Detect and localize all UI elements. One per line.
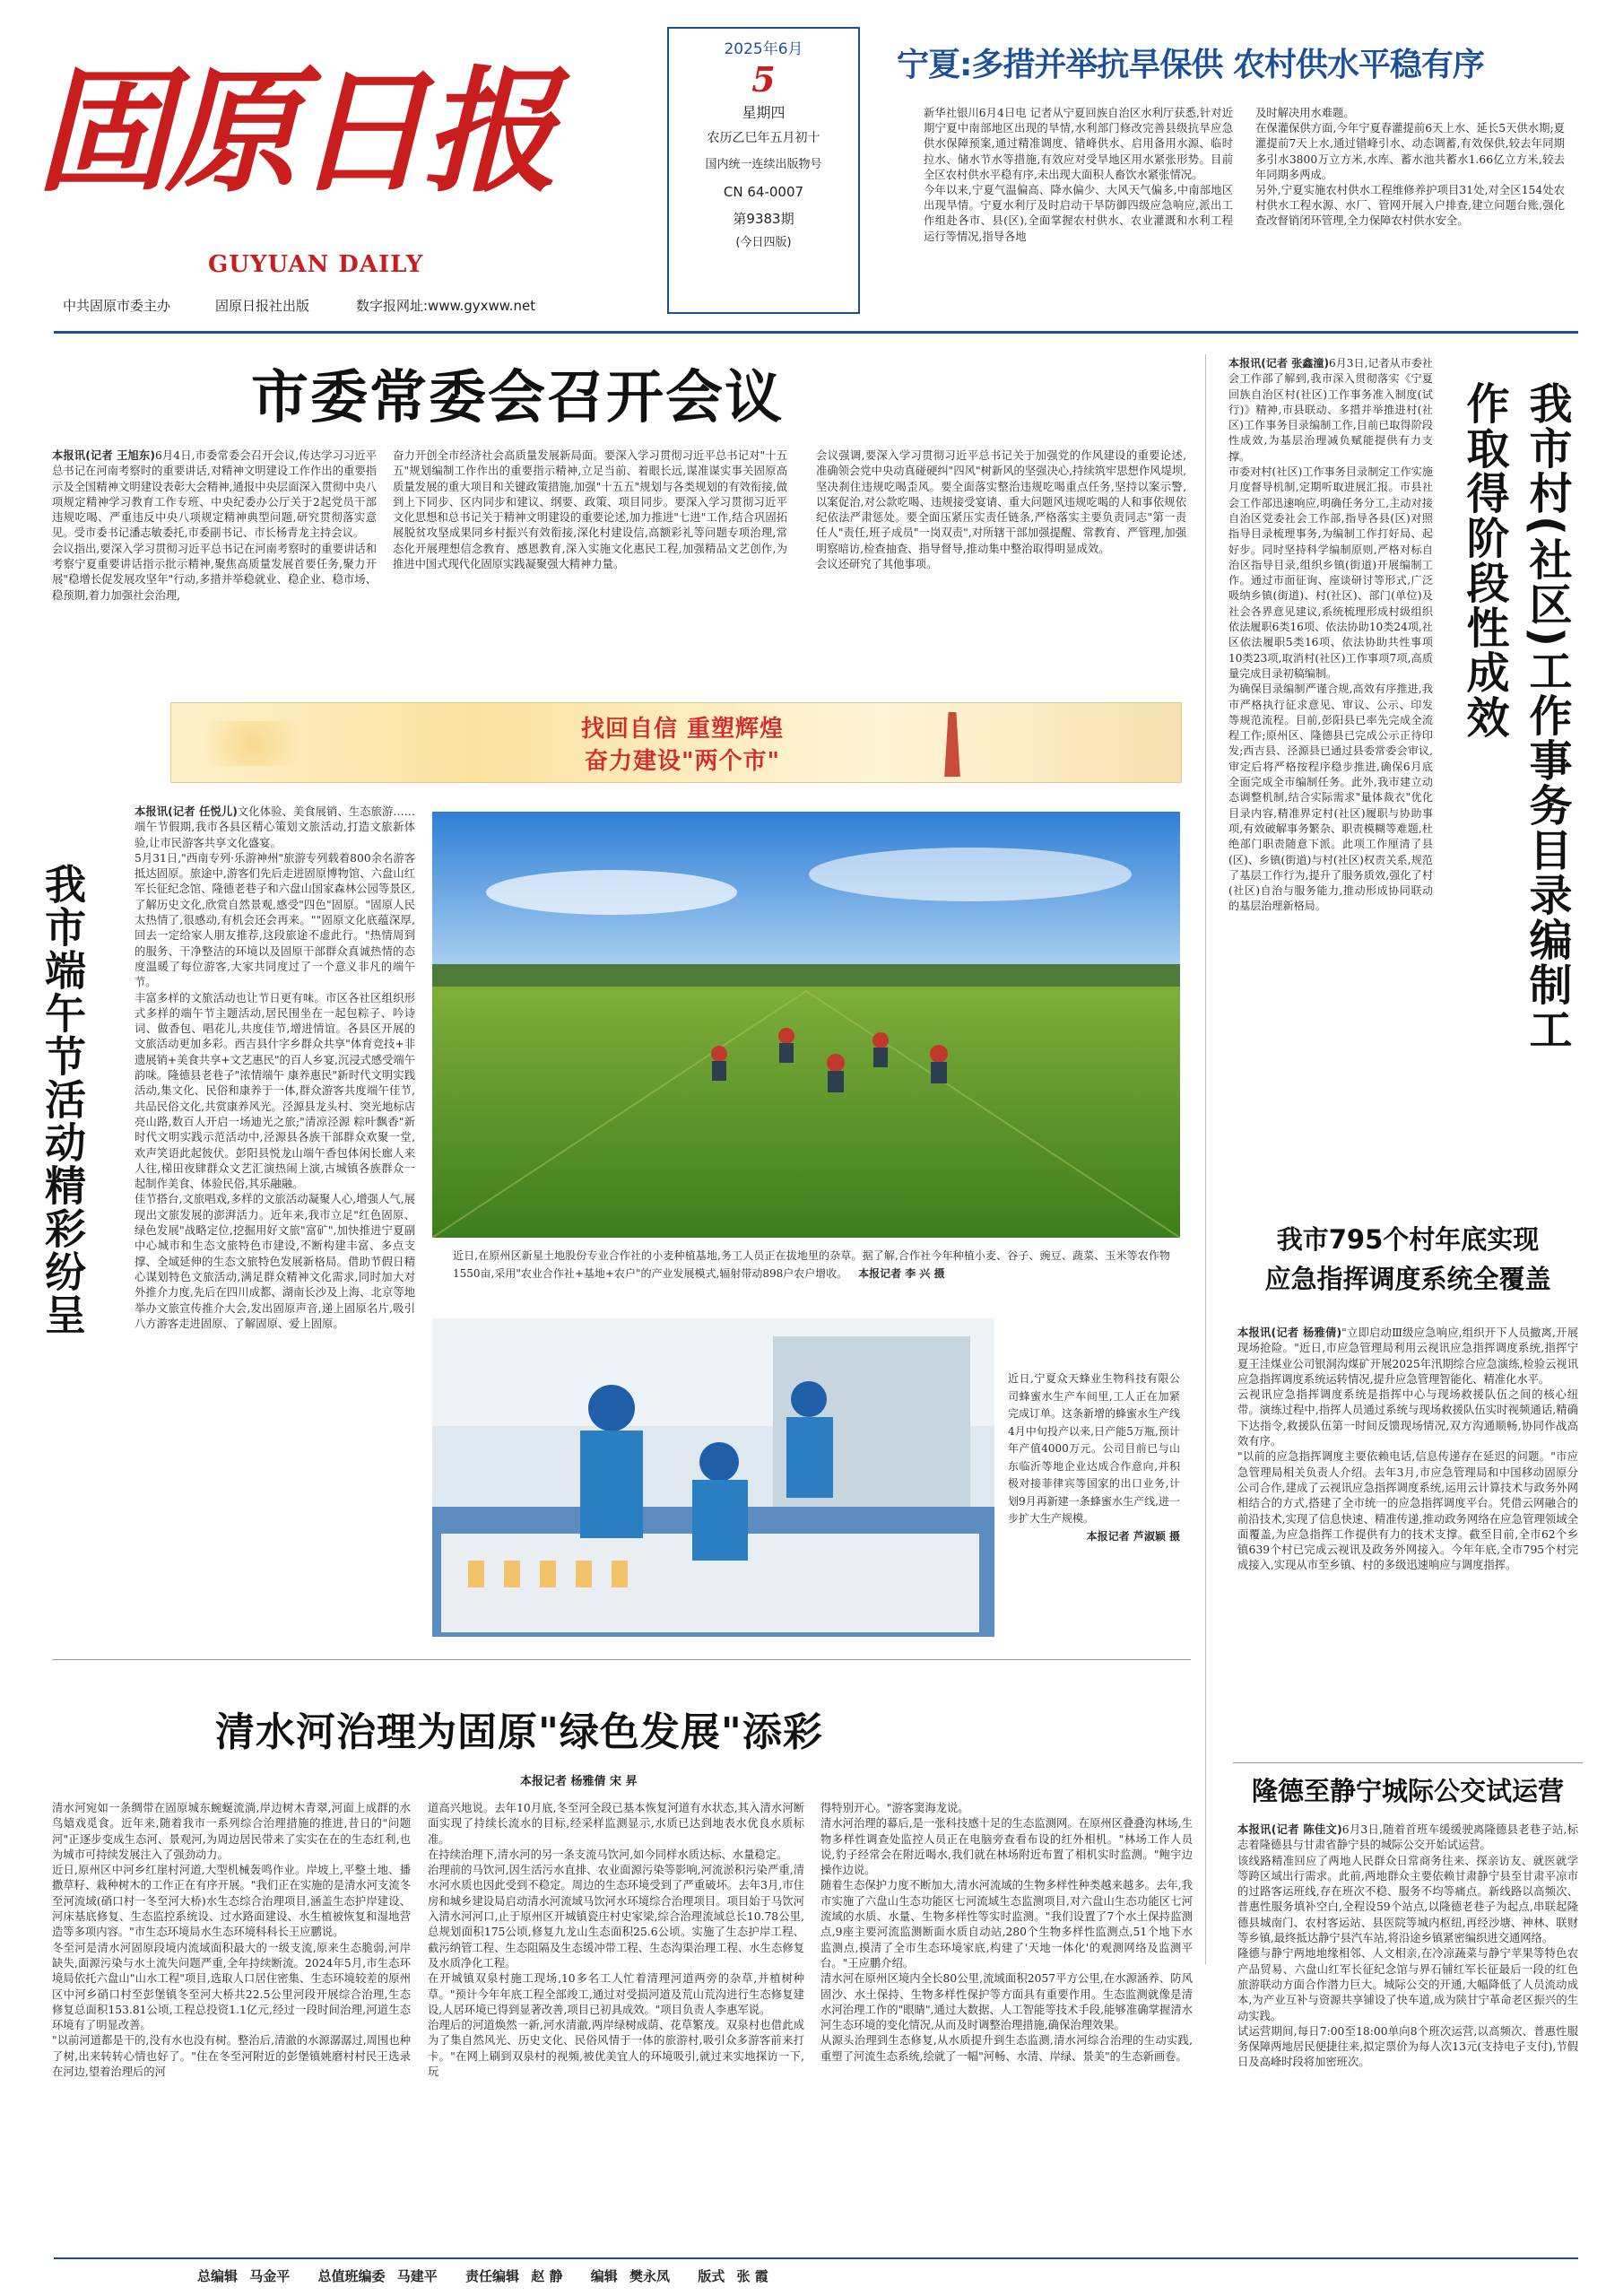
right-story2-title-line1: 我市795个村年底实现 [1276, 1224, 1540, 1255]
footer-responsible: 赵 静 [531, 2268, 563, 2284]
left-story-text [135, 804, 415, 1957]
issue-number: 第9383期 [733, 211, 794, 227]
weekday: 星期四 [742, 104, 786, 121]
page-count: (今日四版) [735, 236, 792, 249]
honey-photo-caption [1008, 1370, 1180, 1639]
wheat-field-photo [432, 812, 1180, 1238]
banner-line1: 找回自信 重塑辉煌 [580, 716, 785, 743]
honey-factory-illustration [432, 1318, 994, 1637]
lead-col3: 会议强调,要深入学习贯彻习近平总书记关于加强党的作风建设的重要论述,准确领会党中央动真碰硬纠"四风"树新风的坚强决心,持续筑牢思想作风堤坝,坚决刹住违规吃喝歪风。要全面落实整治违规吃喝重点任务,坚持以案示警,以案促治,对公款吃喝、违规接受宴请、重大问题风违规吃喝的人和事依规依纪依法严肃惩处。要全面压紧压实责任链条,严格落实主要负责同志"第一责任人"责任,班子成员"一岗双责",对所辖干部加强提醒、常教育、严管理,加强明察暗访,检查抽查、指导督导,推动集中整治取得明显成效。 会议还研究了其他事项。 [816, 449, 1186, 571]
right-story2-byline: 本报讯(记者 杨雅倩) [1237, 1326, 1342, 1339]
banner-deco-left [186, 721, 320, 766]
footer-label-duty: 总值班编委 [317, 2268, 386, 2284]
right-story1-title[interactable]: 我市村(社区)工作事务目录编制工作取得阶段性成效 [1459, 381, 1572, 1052]
date-box [667, 27, 860, 314]
right-story1-byline: 本报讯(记者 张鑫潼) [1228, 357, 1330, 370]
top-story-col2: 及时解决用水难题。 在保灌保供方面,今年宁夏春灌提前6天上水、延长5天供水期;夏灌提前7天上水,通过错峰引水、动态调蓄,有效保供,较去年同期多引水3800万立方米,水库、蓄水池共蓄水1.66亿立方米,较去年同期多两成。 另外,宁夏实施农村供水工程维修养护项目31处,对全区154处农村供水工程水源、水厂、管网开展入户排查,建立问题台账,强化查改督销闭环管理,全力保障农村供水安全。 [1255, 107, 1565, 228]
wheat-field-illustration [432, 812, 1180, 1238]
left-story-body: 文化体验、美食展销、生态旅游……端午节假期,我市各县区精心策划文旅活动,打造文旅新体验,让市民游客共享文化盛宴。 5月31日,"西南专列·乐游神州"旅游专列载着800余名游客抵达固原。旅途中,游客们先后走进固原博物馆、六盘山红军长征纪念馆、隆德老巷子和六盘山国家森林公园等景区,了解历史文化,欣赏自然景观,感受"四色"固原。"固原人民太热情了,很感动,有机会还会再来。""固原文化底蕴深厚,回去一定给家人朋友推荐,这段旅途不虚此行。"热情周到的服务、干净整洁的环境以及固原干部群众真诚热情的态度温暖了每位游客,大家共同度过了一个意义非凡的端午节。 丰富多样的文旅活动也让节日更有味。市区各社区组织形式多样的端午节主题活动,居民围坐在一起包粽子、吟诗词、做香包、唱花儿,共度佳节,增进情谊。各县区开展的文旅活动更加多彩。西吉县什字乡群众共享"体育竞技+非遗展销+美食共享+文艺惠民"的百人乡宴,沉浸式感受端午韵味。隆德县老巷子"浓情端午 康养惠民"新时代文明实践活动,集文化、民俗和康养于一体,群众游客共度端午佳节,共品民俗文化,共赏康养风光。泾源县龙头村、突光地标店亮山路,数百人开启一场迪光之旅;"清凉泾源 粽叶飘香"新时代文明实践示范活动中,泾源县各族干部群众欢聚一堂,欢声笑语此起彼伏。彭阳县悦龙山端午香包体闲长廊人来人往,梯田夜肆群众文艺汇演热闹上演,古城镇各族群众一起制作美食、体验民俗,其乐融融。 佳节搭台,文旅唱戏,多样的文旅活动凝聚人心,增强人气,展现出文旅发展的澎湃活力。近年来,我市立足"红色固原、绿色发展"战略定位,挖掘用好文旅"富矿",加快推进宁夏副中心城市和生态文旅特色市建设,不断构建丰富、多点支撑、全域延伸的生态文旅特色发展新格局。借助节假日精心谋划特色文旅活动,满足群众精神文化需求,同时加大对外推介力度,先后在四川成都、湖南长沙及上海、北京等地举办文旅宣传推介大会,发出固原声音,递上固原名片,吸引八方游客走进固原、了解固原、爱上固原。 [135, 805, 415, 1330]
footer-editor: 樊永凤 [629, 2268, 670, 2284]
lead-col1-text: 6月4日,市委常委会召开会议,传达学习习近平总书记在河南考察时的重要讲话,对精神文明建设工作作出的重要指示及全国精神文明建设表彰大会精神,通报中央层面深入贯彻中央八项规定精神学习教育工作专班、中央纪委办公厅关于2起党员干部违规吃喝、严重违反中央八项规定精神典型问题,研究贯彻落实意见。受市委书记潘志敏委托,市委副书记、市长杨青龙主持会议。 会议指出,要深入学习贯彻习近平总书记在河南考察时的重要讲话和考察宁夏重要讲话指示批示精神,聚焦高质量发展首要任务,聚力开展"稳增长促发展攻坚年"行动,多措并举稳就业、稳企业、稳市场、稳预期,着力加强社会治理, [52, 449, 377, 602]
english-name: GUYUAN DAILY [208, 251, 424, 278]
newspaper-logo: 固原日报 [36, 53, 553, 211]
right-divider [1233, 1762, 1583, 1763]
wheat-photo-caption [453, 1247, 1170, 1300]
website[interactable]: 数字报网址:www.gyxww.net [356, 298, 536, 314]
footer-label-responsible: 责任编辑 [465, 2268, 520, 2284]
publisher: 固原日报社出版 [215, 298, 310, 314]
footer-rule [54, 2257, 1578, 2259]
footer-label-chief: 总编辑 [197, 2268, 239, 2284]
footer-duty: 马建平 [396, 2268, 438, 2284]
top-story-col1: 新华社银川6月4日电 记者从宁夏回族自治区水利厅获悉,针对近期宁夏中南部地区出现的旱情,水利部门修改完善县级抗旱应急供水保障预案,通过精准调度、错峰供水、启用备用水源、临时拉水、储水节水等措施,有效应对受旱地区用水紧张形势。目前全区农村供水平稳有序,未出现大面积人畜饮水紧张情况。 今年以来,宁夏气温偏高、降水偏少、大风天气偏多,中南部地区出现旱情。宁夏水利厅及时启动干旱防御四级应急响应,派出工作组赴各市、县(区),全面掌握农村供水、农业灌溉和水利工程运行等情况,指导各地 [924, 107, 1233, 243]
slogan-banner [170, 702, 1182, 783]
wheat-photo-credit: 本报记者 李 兴 摄 [858, 1267, 945, 1280]
masthead [0, 0, 1606, 332]
right-story1-body: 6月3日,记者从市委社会工作部了解到,我市深入贯彻落实《宁夏回族自治区村(社区)工作事务准入制度(试行)》精神,市县联动、多措并举推进村(社区)工作事务目录编制工作,目前已取得阶段性成效,为基层治理减负赋能提供有力支撑。 市委对村(社区)工作事务目录制定工作实施月度督导机制,定期听取进展汇报。市县社会工作部迅速响应,明确任务分工,主动对接自治区党委社会工作部,指导各县(区)对照指导目录梳理事务,为编制工作打好局、起好步。同时坚持科学编制原则,严格对标自治区指导目录,组织乡镇(街道)开展编制工作。通过市面征询、座谈研讨等形式,广泛吸纳乡镇(街道)、村(社区)、部门(单位)及社会各界意见建议,系统梳理形成村级组织依法履职6类16项、依法协助10类24项,社区依法履职5类16项、依法协助共性事项10类23项,取消村(社区)工作事项7项,高质量完成目录初稿编制。 为确保目录编制严谨合规,高效有序推进,我市严格执行征求意见、审议、公示、印发等规范流程。目前,彭阳县已率先完成全流程工作;原州区、隆德县已完成公示正待印发;西吉县、泾源县已通过县委常委会审议,审定后将严格按程序稳步推进,确保6月底全面完成全市编制任务。此外,我市建立动态调整机制,结合实际需求"量体裁衣"优化目录内容,精准界定村(社区)履职与协助事项,有效破解事务繁杂、职责模糊等难题,杜绝部门职责随意下派。此项工作厘清了县(区)、乡镇(街道)与村(社区)权责关系,规范了基层工作行为,提升了服务质效,强化了村(社区)自治与服务能力,推动形成协同联动的基层治理新格局。 [1228, 357, 1433, 913]
left-story-title[interactable]: 我市端午节活动精彩纷呈 [39, 863, 87, 1336]
lead-col1 [52, 448, 377, 677]
lead-byline: 本报讯(记者 王旭东) [52, 449, 155, 462]
lead-title[interactable]: 市委常委会召开会议 [251, 365, 784, 431]
right-story2-title-line2: 应急指挥调度系统全覆盖 [1264, 1264, 1551, 1294]
right-story3-byline: 本报讯(记者 陈佳文) [1237, 1823, 1342, 1836]
footer-label-layout: 版式 [698, 2268, 725, 2284]
footer-credits [197, 2266, 1273, 2285]
bottom-story-divider [52, 1659, 1191, 1660]
right-story3-text [1237, 1822, 1578, 2251]
bottom-story-title[interactable]: 清水河治理为固原"绿色发展"添彩 [215, 1709, 823, 1755]
banner-line2: 奋力建设"两个市" [584, 748, 781, 775]
cn-number: CN 64-0007 [723, 184, 804, 200]
date-year-month: 2025年6月 [724, 40, 803, 58]
right-story3-title[interactable]: 隆德至静宁城际公交试运营 [1251, 1776, 1564, 1806]
bottom-story-byline: 本报记者 杨雅倩 宋 昇 [520, 1775, 638, 1788]
banner-tower-icon [942, 712, 962, 777]
bottom-story-col1: 清水河宛如一条绸带在固原城东蜿蜒流淌,岸边树木青翠,河面上成群的水鸟嬉戏觅食。近年来,随着我市一系列综合治理措施的推进,昔日的"问题河"正逐步变成生态河、景观河,为周边居民带来了实实在在的生态红利,也为城市可持续发展注入了强劲动力。 近日,原州区中河乡红崖村河道,大型机械轰鸣作业。岸坡上,平整土地、播撒草籽、栽种树木的工作正在有序开展。"我们正在实施的是清水河支流冬至河流域(硝口村一冬至河大桥)水生态综合治理项目,涵盖生态护岸建设、河床基底修复、生态监控系统设、过水路面建设、水生植被恢复和湿地营造等多项内容。"市生态环境局水生态环境科科长王应鹏说。 冬至河是清水河固原段境内流域面积最大的一级支流,原来生态脆弱,河岸缺失,面源污染与水土流失问题严重,全年持续断流。2024年5月,市生态环境局依托六盘山"山水工程"项目,选取人口居住密集、生态环境较差的原州区中河乡硝口村至彭堡镇冬至河大桥共22.5公里河段开展综合治理,生态修复总面积153.81公顷,工程总投资1.1亿元,经过一段时间治理,河道生态环境有了明显改善。 "以前河道都是干的,没有水也没有树。整治后,清澈的水源潺潺过,周围也种了树,出来转转心情也好了。"住在冬至河附近的彭堡镇姚磨村村民王选录在河边,望着治理后的河 [52, 1802, 411, 2079]
right-story2-title[interactable] [1233, 1220, 1583, 1299]
right-story2-body: "立即启动Ⅲ级应急响应,组织开下人员撤离,开展现场抢险。"近日,市应急管理局利用云视讯应急指挥调度系统,指挥宁夏王洼煤业公司银洞沟煤矿开展2025年汛期综合应急演练,检验云视讯应急指挥调度系统运转情况,提升应急管理智能化、精准化水平。 云视讯应急指挥调度系统是指挥中心与现场救援队伍之间的核心纽带。演练过程中,指挥人员通过系统与现场救援队伍实时视频通话,精确下达指令,救援队伍第一时间反馈现场情况,双方沟通顺畅,协同作战高效有序。 "以前的应急指挥调度主要依赖电话,信息传递存在延迟的问题。"市应急管理局相关负责人介绍。去年3月,市应急管理局和中国移动固原分公司合作,建成了云视讯应急指挥调度系统,运用云计算技术与政务外网相结合的方式,搭建了全市统一的应急指挥调度平台。凭借云网融合的前沿技术,实现了信息快速、精准传递,推动政务网络在应急管理领域全面覆盖,为应急指挥工作提供有力的技术支撑。截至目前,全市62个乡镇639个村已完成云视讯及政务外网接入。今年年底,全市795个村完成接入,实现从市至乡镇、村的多级迅速响应与调度指挥。 [1237, 1326, 1578, 1572]
masthead-rule [54, 331, 1578, 334]
bottom-story-col2: 道高兴地说。去年10月底,冬至河全段已基本恢复河道有水状态,其入清水河断面实现了持续长流水的目标,经采样监测显示,水质已达到地表水优良水质标准。 在持续治理下,清水河的另一条支流马饮河,如今同样水质达标、水量稳定。 治理前的马饮河,因生活污水直排、农业面源污染等影响,河流淤积污染严重,清水河水质也因此受到不稳定。周边的生态环境受到了严重破坏。去年3月,市住房和城乡建设局启动清水河流域马饮河水环境综合治理项目。项目始于马饮河入清水河河口,止于原州区开城镇瓷庄村史家梁,综合治理流域总长10.78公里,总规划面积175公顷,修复九龙山生态面积25.6公顷。实施了生态护岸工程、截污纳管工程、生态阻隔及生态缓冲带工程、生态沟渠治理工程、水生态修复及水质净化工程。 在开城镇双泉村施工现场,10多名工人忙着清理河道两旁的杂草,并植树种草。"预计今年年底工程全部竣工,通过对受损河道及荒山荒沟进行生态修复建设,人居环境已得到显著改善,项目已初具成效。"项目负责人李惠军说。 治理后的河道焕然一新,河水清澈,两岸绿树成荫、花草繁茂。双泉村也借此成为了集自然风光、历史文化、民俗风情于一体的旅游村,吸引众多游客前来打卡。"在网上刷到双泉村的视频,被优美宜人的环境吸引,就过来实地探访一下,玩 [428, 1802, 804, 2079]
top-story-title[interactable]: 宁夏:多措并举抗旱保供 农村供水平稳有序 [897, 47, 1484, 83]
honey-factory-photo [432, 1318, 994, 1637]
footer-chief: 马金平 [249, 2268, 291, 2284]
right-story1-text [1228, 356, 1433, 1222]
sponsor: 中共固原市委主办 [63, 298, 171, 314]
lunar-date: 农历乙巳年五月初十 [707, 131, 820, 145]
honey-caption-text: 近日,宁夏众天蜂业生物科技有限公司蜂蜜水生产车间里,工人正在加紧完成订单。这条新增的蜂蜜水生产线4月中旬投产以来,日产能5万瓶,预计年产值4000万元。公司目前已与山东临沂等地企业达成合作意向,并积极对接菲律宾等国家的出口业务,计划9月再新建一条蜂蜜水生产线,进一步扩大生产规模。 [1008, 1372, 1180, 1525]
cn-label: 国内统一连续出版物号 [705, 158, 822, 171]
footer-layout: 张 霞 [736, 2268, 768, 2284]
bottom-story-col3: 得特别开心。"游客窦海龙说。 清水河治理的幕后,是一张科技感十足的生态监测网。在原州区叠叠沟林场,生物多样性调查处监控人员正在电脑旁查看布设的红外相机。"林场工作人员说,豹子经常会在附近喝水,我们就在林场附近布置了相机实时监测。"鲍宇边操作边说。 随着生态保护力度不断加大,清水河流域的生物多样性种类越来越多。去年,我市实施了六盘山生态功能区七河流域生态监测项目,对六盘山生态功能区七河流域的水质、水量、生物多样性等实时监测。"我们设置了7个水土保持监测点,9座主要河流监测断面水质自动站,280个生物多样性监测点,51个地下水监测点,摸清了全市生态环境家底,构建了'天地一体化'的观测网络及监测平台。"王应鹏介绍。 清水河在原州区境内全长80公里,流域面积2057平方公里,在水源涵养、防风固沙、水土保持、生物多样性保护等方面具有重要作用。生态监测就像是清水河治理工作的"眼睛",通过大数据、人工智能等技术手段,能够准确掌握清水河生态环境的变化情况,从而及时调整治理措施,确保治理效果。 从源头治理到生态修复,从水质提升到生态监测,清水河综合治理的生动实践,重塑了河流生态系统,绘就了一幅"河畅、水清、岸绿、景美"的生态新画卷。 [820, 1802, 1193, 2063]
footer-label-editor: 编辑 [590, 2268, 618, 2284]
right-story2-text [1237, 1326, 1578, 1756]
honey-photo-credit: 本报记者 芦淑颖 摄 [1086, 1529, 1180, 1543]
left-story-byline: 本报讯(记者 任悦儿) [135, 805, 238, 818]
date-day: 5 [751, 59, 776, 100]
lead-col2: 奋力开创全市经济社会高质量发展新局面。要深入学习贯彻习近平总书记对"十五五"规划编制工作作出的重要指示精神,立足当前、着眼长远,谋准谋实事关固原高质量发展的重大项目和关键政策措施,加强"十五五"规划与各类规划的有效衔接,做到上下同步、区内同步和建议、纲要、政策、项目同步。要深入学习贯彻习近平文化思想和总书记关于精神文明建设的重要论述,加力推进"七进"工作,结合巩固拓展脱贫攻坚成果同乡村振兴有效衔接,深化村建设信,高额彩礼等问题专项治理,常态化开展理想信念教育、感恩教育,深入实施文化惠民工程,加强精品文艺创作,为推进中国式现代化固原实践凝聚强大精神力量。 [393, 449, 787, 571]
wheat-caption-text: 近日,在原州区新星土地股份专业合作社的小麦种植基地,务工人员正在拔地里的杂草。据了解,合作社今年种植小麦、谷子、豌豆、蔬菜、玉米等农作物1550亩,采用"农业合作社+基地+农户"的产业发展模式,辐射带动898户农户增收。 [453, 1249, 1170, 1280]
column-rule-right [1205, 354, 1206, 1964]
right-story3-body: 6月3日,随着首班车缓缓驶离隆德县老巷子站,标志着隆德县与甘肃省静宁县的城际公交开始试运营。 该线路精准回应了两地人民群众日常商务往来、探亲访友、就医就学等跨区域出行需求。此前,两地群众主要依赖甘肃静宁县至甘肃平凉市的过路客运班线,存在班次不稳、服务不均等痛点。新线路以高频次、普惠性服务填补空白,全程设59个站点,以隆德老巷子为起点,串联起隆德县城南门、农村客运站、县医院等城内枢纽,再经沙塘、神林、联财等乡镇,最终抵达静宁县汽车站,将沿途乡镇紧密编织进交通网络。 隆德与静宁两地地缘相邻、人文相亲,在冷凉蔬菜与静宁苹果等特色农产品贸易、六盘山红军长征纪念馆与界石铺红军长征最后一段的红色旅游联动方面合作潜力巨大。城际公交的开通,大幅降低了人员流动成本,为产业互补与资源共享铺设了快车道,成为陕甘宁革命老区振兴的生动实践。 试运营期间,每日7:00至18:00单向8个班次运营,以高频次、普惠性服务保障两地居民便捷往来,拟定票价为每人次13元(支持电子支付),节假日及高峰时段将加密班次。 [1237, 1823, 1578, 2069]
